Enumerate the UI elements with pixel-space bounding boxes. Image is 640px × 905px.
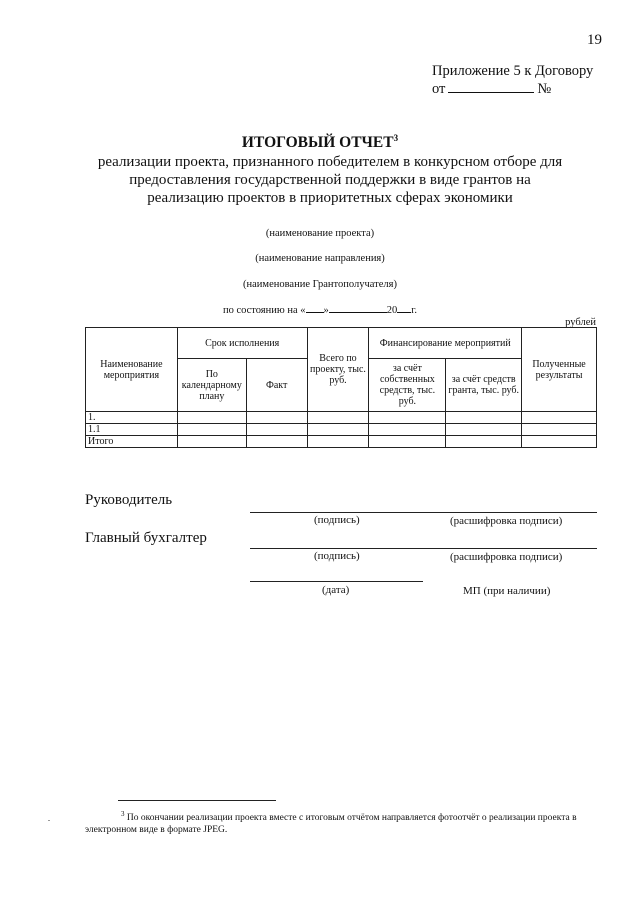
report-subtitle: реализации проекта, признанного победителем в конкурсном отборе для предоставления государственной поддержки в виде грантов на реализацию проектов в приоритетных сферах экономики [97,154,563,206]
report-title-text: ИТОГОВЫЙ ОТЧЕТ [241,134,394,152]
date-caption: (дата) [322,584,350,596]
row-label: 1. [86,412,178,424]
col-header-fin-grant: за счёт средств гранта, тыс. руб. [446,359,522,412]
accountant-signature-caption: (подпись) [314,550,360,562]
col-header-financing: Финансирование мероприятий [369,328,522,359]
row-label: 1.1 [86,424,178,436]
from-label: от [432,81,446,97]
head-signature-line [250,512,597,513]
as-of-mid: » [323,305,329,316]
title-footnote-mark: 3 [393,133,399,143]
currency-label: рублей [565,317,596,328]
col-header-term-fact: Факт [246,359,307,412]
scan-speck [48,820,50,821]
accountant-signature-line [250,548,597,549]
direction-name-caption: (наименование направления) [255,253,385,264]
col-header-term: Срок исполнения [177,328,307,359]
footnote-rule [118,800,276,801]
row-label: Итого [86,436,178,448]
col-header-total: Всего по проекту, тыс. руб. [307,328,369,412]
col-header-term-plan: По календарному плану [177,359,246,412]
as-of-date-line [0,302,640,316]
year-prefix: 20 [386,305,398,316]
appendix-header [432,63,593,98]
day-blank [306,302,324,313]
month-blank [329,302,387,313]
number-sign: № [537,81,552,97]
report-table [85,327,597,448]
recipient-name-caption: (наименование Грантополучателя) [243,279,397,290]
table-row [86,424,597,436]
head-decoding-caption: (расшифровка подписи) [450,515,563,527]
table-row [86,436,597,448]
date-blank [448,80,534,93]
head-signature-caption: (подпись) [314,514,360,526]
as-of-suffix: г. [411,305,418,316]
table-row [86,412,597,424]
date-line [250,581,423,582]
year-blank [397,302,411,313]
project-name-caption: (наименование проекта) [265,228,375,239]
seal-caption: МП (при наличии) [463,585,551,597]
col-header-results: Полученные результаты [522,328,597,412]
appendix-title: Приложение 5 к Договору [432,63,594,79]
footnote [85,808,590,836]
as-of-prefix: по состоянию на « [222,305,306,316]
report-title [0,133,640,152]
accountant-decoding-caption: (расшифровка подписи) [450,551,563,563]
page-number: 19 [587,32,602,48]
chief-accountant-label: Главный бухгалтер [85,530,207,546]
head-label: Руководитель [85,492,173,508]
col-header-fin-own: за счёт собственных средств, тыс. руб. [369,359,446,412]
col-header-name: Наименование мероприятия [86,328,178,412]
footnote-text: По окончании реализации проекта вместе с итоговым отчётом направляется фотоотчёт о реализации проекта в электронном виде в формате JPEG. [85,813,577,836]
appendix-date-line [432,80,593,98]
footnote-mark: 3 [121,810,125,818]
